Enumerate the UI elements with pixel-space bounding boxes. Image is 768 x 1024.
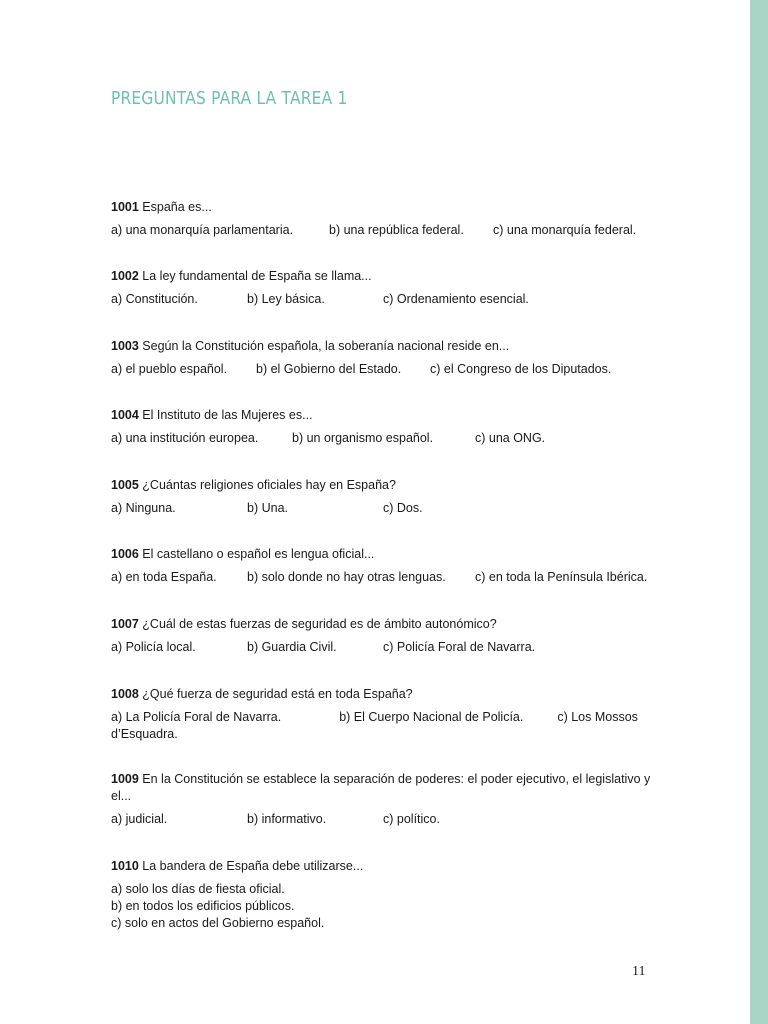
question-prompt: El castellano o español es lengua oficial...	[142, 547, 375, 561]
question-1001	[111, 199, 651, 239]
question-number: 1004	[111, 408, 139, 422]
answer-options	[111, 222, 651, 239]
question-1002	[111, 268, 651, 308]
question-number: 1009	[111, 772, 139, 786]
option-c: c) Dos.	[383, 501, 423, 515]
option-c: c) solo en actos del Gobierno español.	[111, 916, 325, 930]
side-color-band	[750, 0, 768, 1024]
option-b: b) el Gobierno del Estado.	[256, 362, 402, 376]
question-prompt: ¿Cuántas religiones oficiales hay en España?	[142, 478, 396, 492]
question-text	[111, 771, 651, 805]
option-c: c) Ordenamiento esencial.	[383, 292, 529, 306]
question-number: 1003	[111, 339, 139, 353]
option-b: b) Guardia Civil.	[247, 640, 337, 654]
option-c: c) una monarquía federal.	[493, 223, 637, 237]
question-1004	[111, 407, 651, 447]
question-prompt: La bandera de España debe utilizarse...	[142, 859, 364, 873]
answer-options	[111, 709, 651, 743]
question-text	[111, 858, 651, 875]
option-b: b) Una.	[247, 501, 288, 515]
option-b: b) en todos los edificios públicos.	[111, 899, 295, 913]
page-title: PREGUNTAS PARA LA TAREA 1	[111, 88, 348, 109]
question-prompt: ¿Cuál de estas fuerzas de seguridad es de ámbito autonómico?	[142, 617, 497, 631]
option-c: c) político.	[383, 812, 440, 826]
option-a: a) Policía local.	[111, 640, 196, 654]
question-1008	[111, 686, 651, 743]
answer-options	[111, 430, 651, 447]
option-b: b) un organismo español.	[292, 431, 434, 445]
answer-options	[111, 291, 651, 308]
question-text	[111, 546, 651, 563]
question-number: 1007	[111, 617, 139, 631]
question-text	[111, 616, 651, 633]
option-c: c) en toda la Península Ibérica.	[475, 570, 648, 584]
option-a: a) La Policía Foral de Navarra.	[111, 710, 282, 724]
question-text	[111, 407, 651, 424]
option-a: a) una institución europea.	[111, 431, 259, 445]
option-b: b) informativo.	[247, 812, 327, 826]
question-number: 1008	[111, 687, 139, 701]
option-a: a) Ninguna.	[111, 501, 176, 515]
question-1003	[111, 338, 651, 378]
answer-options	[111, 811, 651, 828]
option-a: a) en toda España.	[111, 570, 217, 584]
question-text	[111, 199, 651, 216]
option-c: c) el Congreso de los Diputados.	[430, 362, 612, 376]
question-number: 1010	[111, 859, 139, 873]
question-1009	[111, 771, 651, 828]
question-prompt: ¿Qué fuerza de seguridad está en toda España?	[142, 687, 413, 701]
question-text	[111, 477, 651, 494]
question-prompt: En la Constitución se establece la separación de poderes: el poder ejecutivo, el legislativo y el...	[111, 772, 651, 803]
option-c: c) Los Mossos d’Esquadra.	[111, 710, 638, 741]
question-prompt: El Instituto de las Mujeres es...	[142, 408, 313, 422]
question-1005	[111, 477, 651, 517]
option-b: b) El Cuerpo Nacional de Policía.	[339, 710, 524, 724]
option-b: b) Ley básica.	[247, 292, 325, 306]
option-a: a) judicial.	[111, 812, 168, 826]
option-b: b) solo donde no hay otras lenguas.	[247, 570, 446, 584]
option-c: c) Policía Foral de Navarra.	[383, 640, 536, 654]
question-number: 1002	[111, 269, 139, 283]
answer-options	[111, 881, 651, 932]
question-text	[111, 268, 651, 285]
option-a: a) solo los días de fiesta oficial.	[111, 882, 285, 896]
question-text	[111, 686, 651, 703]
option-a: a) el pueblo español.	[111, 362, 228, 376]
answer-options	[111, 500, 651, 517]
answer-options	[111, 639, 651, 656]
question-number: 1006	[111, 547, 139, 561]
question-1006	[111, 546, 651, 586]
question-1007	[111, 616, 651, 656]
question-number: 1001	[111, 200, 139, 214]
question-prompt: Según la Constitución española, la soberanía nacional reside en...	[142, 339, 510, 353]
answer-options	[111, 569, 651, 586]
question-text	[111, 338, 651, 355]
question-prompt: La ley fundamental de España se llama...	[142, 269, 372, 283]
option-a: a) Constitución.	[111, 292, 198, 306]
question-prompt: España es...	[142, 200, 212, 214]
option-c: c) una ONG.	[475, 431, 546, 445]
question-number: 1005	[111, 478, 139, 492]
question-1010	[111, 858, 651, 932]
option-b: b) una república federal.	[329, 223, 464, 237]
option-a: a) una monarquía parlamentaria.	[111, 223, 294, 237]
answer-options	[111, 361, 651, 378]
page-number: 11	[632, 964, 646, 979]
